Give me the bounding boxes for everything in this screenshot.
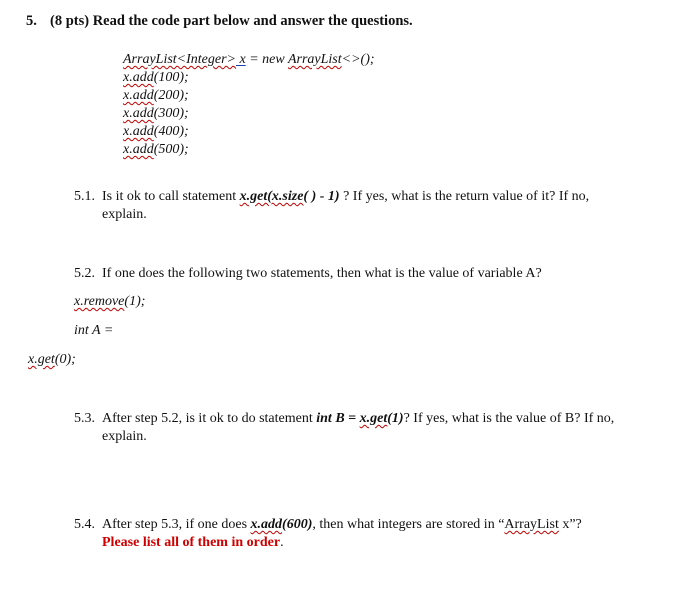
subquestion-5-4 [74, 516, 582, 552]
code-line [123, 141, 189, 159]
subquestion-continuation: explain. [102, 207, 147, 222]
subquestion-text: Is it ok to call statement [102, 189, 240, 204]
subquestion-text: After step 5.3, if one does [102, 517, 251, 532]
subquestion-text-mid: , then what integers are stored in “ [312, 517, 505, 532]
inline-code-call: x.add [250, 517, 283, 532]
code-args: (0); [54, 352, 76, 367]
subquestion-text-end: x”? [558, 517, 582, 532]
statement-remove [74, 293, 145, 311]
decl-var: x [236, 52, 246, 67]
subquestion-continuation: explain. [102, 429, 147, 444]
code-line [123, 123, 189, 141]
code-call: x.add [123, 70, 154, 85]
decl-eq: = new [245, 52, 288, 67]
code-call: x.add [123, 124, 154, 139]
subquestion-text-end: ? If yes, what is the value of B? If no, [403, 411, 615, 426]
inline-code-args: (600) [282, 517, 313, 532]
code-args: (200); [153, 88, 189, 103]
inline-code-call: x.get [359, 411, 388, 426]
subquestion-5-1 [74, 188, 589, 224]
question-number: 5. [26, 13, 37, 29]
subquestion-number: 5.1. [74, 189, 95, 204]
statement-get [28, 351, 76, 369]
code-line [123, 87, 189, 105]
code-call: x.remove [74, 294, 125, 309]
subquestion-5-2 [74, 265, 542, 283]
code-call: x.add [123, 142, 154, 157]
code-line [123, 105, 189, 123]
decl-class: ArrayList [287, 52, 342, 67]
inline-code: x.get(x.size [239, 189, 304, 204]
decl-type: ArrayList<Integer> [123, 52, 236, 67]
inline-code-args: (1) [387, 411, 404, 426]
code-call: x.add [123, 88, 154, 103]
decl-end: <>(); [341, 52, 375, 67]
subquestion-number: 5.4. [74, 517, 95, 532]
instruction-period: . [280, 535, 284, 550]
emphasis-instruction: Please list all of them in order [102, 535, 281, 550]
statement-assign: int A = [74, 323, 114, 338]
subquestion-text: If one does the following two statements, then what is the value of variable A? [102, 266, 542, 281]
code-line [123, 69, 189, 87]
inline-code: int B = [316, 411, 360, 426]
question-heading [26, 12, 413, 30]
question-title: (8 pts) Read the code part below and answer the questions. [50, 13, 413, 29]
subquestion-text: After step 5.2, is it ok to do statement [102, 411, 317, 426]
class-name: ArrayList [504, 517, 559, 532]
inline-code-tail: ( ) - 1) [303, 189, 340, 204]
code-call: x.add [123, 106, 154, 121]
subquestion-text-end: ? If yes, what is the return value of it? If no, [339, 189, 590, 204]
code-args: (1); [124, 294, 146, 309]
code-args: (100); [153, 70, 189, 85]
code-call: x.get [28, 352, 55, 367]
subquestion-5-3 [74, 410, 614, 446]
code-args: (500); [153, 142, 189, 157]
code-declaration [123, 51, 375, 69]
subquestion-number: 5.2. [74, 266, 95, 281]
code-args: (400); [153, 124, 189, 139]
code-args: (300); [153, 106, 189, 121]
subquestion-number: 5.3. [74, 411, 95, 426]
